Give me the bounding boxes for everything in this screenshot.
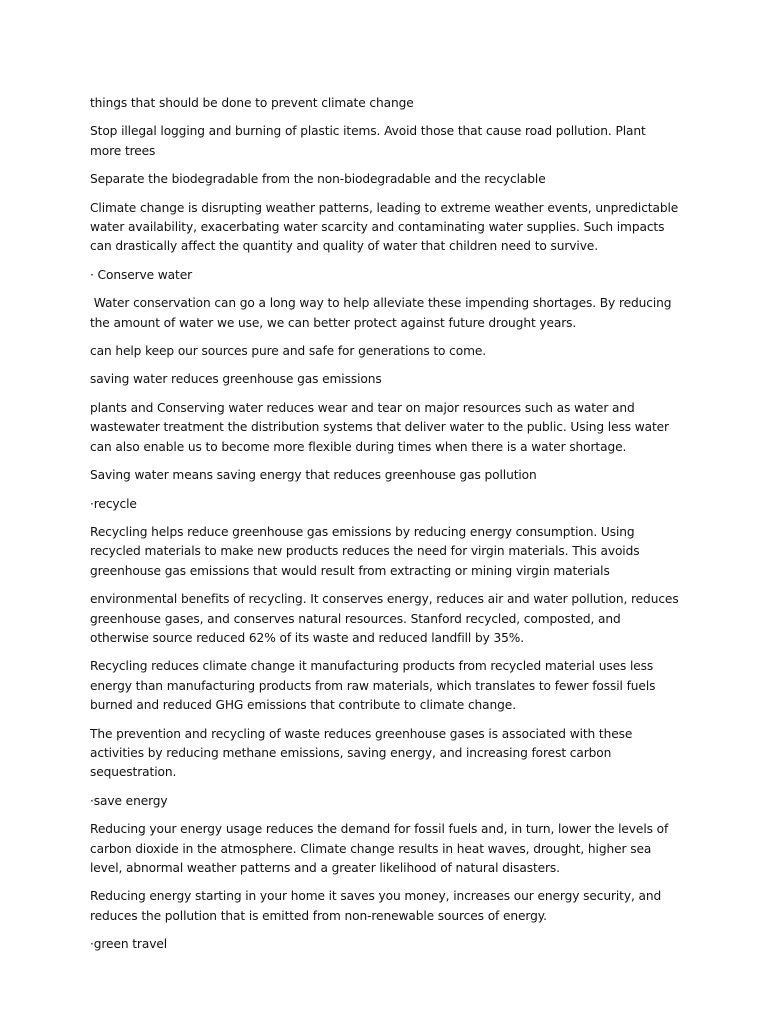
paragraph: The prevention and recycling of waste reduces greenhouse gases is associated with these activities by reducing methane emissions, saving energy, and increasing forest carbon sequestration. <box>90 726 633 780</box>
section-heading-conserve-water: · Conserve water <box>90 267 193 282</box>
paragraph: Separate the biodegradable from the non-biodegradable and the recyclable <box>90 172 546 187</box>
document-body <box>90 94 680 964</box>
section-heading-recycle: ·recycle <box>90 496 137 511</box>
paragraph: environmental benefits of recycling. It conserves energy, reduces air and water pollution, reduces greenhouse gases, and conserves natural resources. Stanford recycled, composted, and otherwise source reduced 62% of its waste and reduced landfill by 35%. <box>90 592 679 645</box>
paragraph: can help keep our sources pure and safe for generations to come. <box>90 344 487 359</box>
paragraph: Water conservation can go a long way to help alleviate these impending shortages. By reducing the amount of water we use, we can better protect against future drought years. <box>90 296 676 330</box>
paragraph: Stop illegal logging and burning of plastic items. Avoid those that cause road pollution. Plant more trees <box>90 124 646 158</box>
paragraph: Recycling helps reduce greenhouse gas emissions by reducing energy consumption. Using recycled materials to make new products reduces the need for virgin materials. This avoids greenhouse gas emissions that would result from extracting or mining virgin materials <box>90 524 640 578</box>
section-heading-green-travel: ·green travel <box>90 937 168 952</box>
paragraph: saving water reduces greenhouse gas emissions <box>90 372 382 387</box>
section-heading-save-energy: ·save energy <box>90 793 168 808</box>
paragraph: Recycling reduces climate change it manufacturing products from recycled material uses less energy than manufacturing products from raw materials, which translates to fewer fossil fuels burned and reduced GHG emissions that contribute to climate change. <box>90 659 656 713</box>
document-title: things that should be done to prevent climate change <box>90 96 414 110</box>
paragraph: Reducing your energy usage reduces the demand for fossil fuels and, in turn, lower the levels of carbon dioxide in the atmosphere. Climate change results in heat waves, drought, higher sea level, abnormal weather patterns and a greater likelihood of natural disasters. <box>90 822 669 875</box>
paragraph: Climate change is disrupting weather patterns, leading to extreme weather events, unpredictable water availability, exacerbating water scarcity and contaminating water supplies. Such impacts can drastically affect the quantity and quality of water that children need to survive. <box>90 200 679 254</box>
paragraph: Reducing energy starting in your home it saves you money, increases our energy security, and reduces the pollution that is emitted from non-renewable sources of energy. <box>90 889 662 923</box>
paragraph: Saving water means saving energy that reduces greenhouse gas pollution <box>90 468 537 483</box>
paragraph: plants and Conserving water reduces wear and tear on major resources such as water and wastewater treatment the distribution systems that deliver water to the public. Using less water can also enable us to become more flexible during times when there is a water shortage. <box>90 400 669 454</box>
